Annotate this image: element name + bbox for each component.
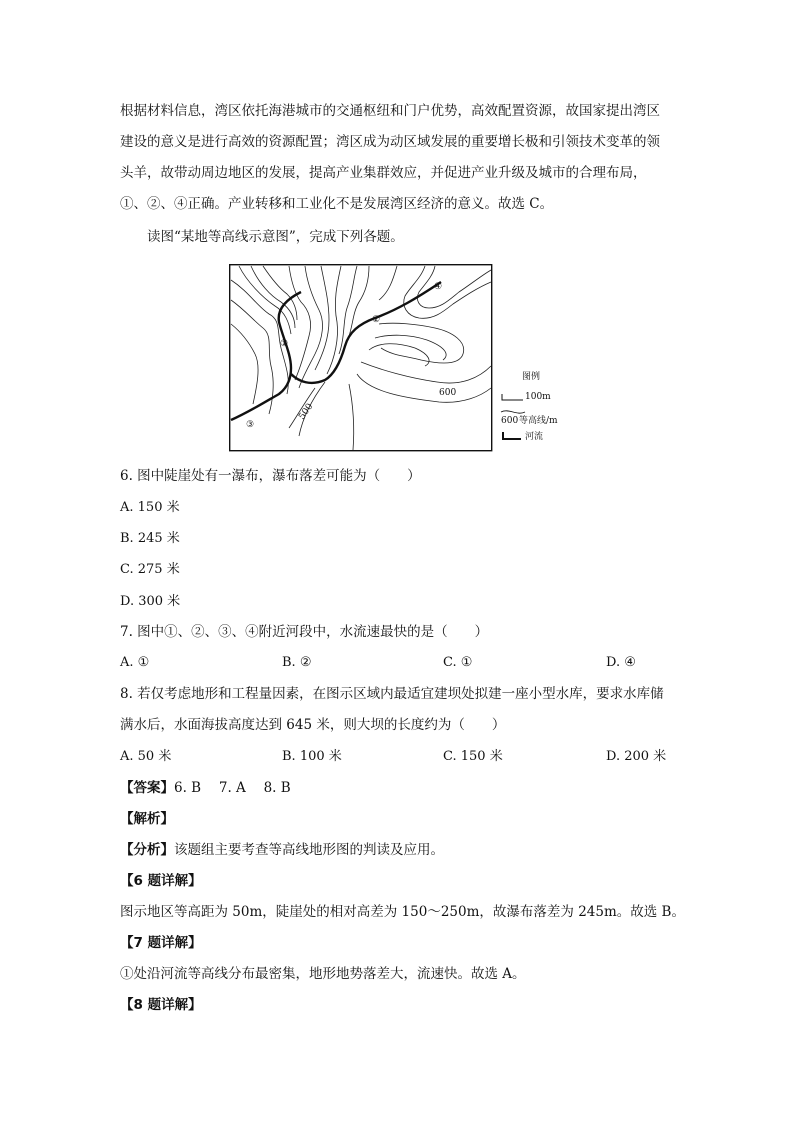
label-600: 600 (439, 388, 457, 398)
contour-line (357, 374, 491, 402)
answer-text: 6. B 7. A 8. B (174, 780, 291, 796)
q7-option-a: A. ① (120, 655, 150, 670)
contour-line (231, 280, 288, 394)
contour-line (231, 324, 258, 404)
map-intro: 读图“某地等高线示意图”，完成下列各题。 (147, 229, 404, 245)
contour-map-svg (229, 262, 559, 454)
analysis-heading: 【分析】 (120, 842, 174, 858)
analysis-text: 该题组主要考查等高线地形图的判读及应用。 (174, 842, 444, 858)
contour-line (231, 300, 273, 414)
contour-line (239, 266, 291, 334)
map-legend (501, 370, 558, 442)
contour-line (379, 323, 464, 363)
q8-stem-line-1: 8. 若仅考虑地形和工程量因素，在图示区域内最适宜建坝处拟建一座小型水库，要求水库储 (120, 686, 664, 702)
analysis-line (120, 835, 680, 866)
legend-title: 图例 (522, 372, 541, 382)
contour-line (375, 335, 446, 360)
label-1: ① (280, 339, 289, 349)
q7-detail-text: ①处沿河流等高线分布最密集，地形地势落差大，流速快。故选 A。 (120, 966, 526, 982)
legend-river-label: 河流 (525, 432, 544, 442)
contour-line (251, 266, 295, 328)
label-2: ② (372, 315, 381, 325)
q8-detail-heading: 【8 题详解】 (120, 997, 202, 1013)
contour-line (379, 266, 397, 300)
q6-detail-text: 图示地区等高距为 50m，陡崖处的相对高差为 150～250m，故瀑布落差为 245m。故选 B。 (120, 904, 685, 920)
contour-line (349, 384, 354, 450)
q8-stem-line-2: 满水后，水面海拔高度达到 645 米，则大坝的长度约为（ ） (120, 717, 506, 733)
q7-option-b: B. ② (282, 655, 312, 670)
q7-stem: 7. 图中①、②、③、④附近河段中，水流速最快的是（ ） (120, 624, 489, 640)
paragraph-line-2: 建设的意义是进行高效的资源配置；湾区成为动区域发展的重要增长极和引领技术变革的领 (120, 134, 660, 150)
contour-lines (231, 266, 491, 450)
q8-option-d: D. 200 米 (606, 749, 667, 764)
contour-line (404, 266, 491, 318)
label-4: ④ (434, 282, 443, 292)
q7-option-c: C. ① (443, 655, 473, 670)
q8-option-c: C. 150 米 (443, 749, 503, 764)
q6-option-a: A. 150 米 (120, 500, 180, 515)
q6-detail-heading: 【6 题详解】 (120, 873, 202, 889)
q6-option-b: B. 245 米 (120, 531, 180, 546)
q8-option-a: A. 50 米 (120, 749, 172, 764)
label-3: ③ (246, 420, 255, 430)
river (231, 282, 441, 420)
legend-contour-label: 等高线/m (519, 416, 558, 426)
legend-contour-value: 600 (501, 416, 519, 426)
q8-option-b: B. 100 米 (282, 749, 342, 764)
answer-line (120, 773, 680, 804)
contour-line (289, 266, 311, 380)
contour-sample-icon (501, 411, 525, 413)
label-500: 500 (297, 401, 316, 422)
river-sample-icon (503, 432, 521, 439)
q7-option-d: D. ④ (606, 655, 636, 670)
paragraph-line-4: ①、②、④正确。产业转移和工业化不是发展湾区经济的意义。故选 C。 (120, 196, 554, 212)
paragraph-line-3: 头羊，故带动周边地区的发展，提高产业集群效应，并促进产业升级及城市的合理布局， (120, 165, 647, 181)
q7-detail-heading: 【7 题详解】 (120, 935, 202, 951)
legend-scale: 100m (525, 392, 551, 402)
paragraph-line-1: 根据材料信息，湾区依托海港城市的交通枢纽和门户优势，高效配置资源，故国家提出湾区 (120, 103, 660, 119)
q6-option-d: D. 300 米 (120, 594, 181, 609)
contour-map-figure (229, 262, 559, 454)
scale-bar-icon (502, 394, 523, 400)
q6-option-c: C. 275 米 (120, 562, 180, 577)
q6-stem: 6. 图中陡崖处有一瀑布，瀑布落差可能为（ ） (120, 468, 421, 484)
answer-heading: 【答案】 (120, 780, 174, 796)
jiexi-heading: 【解析】 (120, 811, 174, 827)
